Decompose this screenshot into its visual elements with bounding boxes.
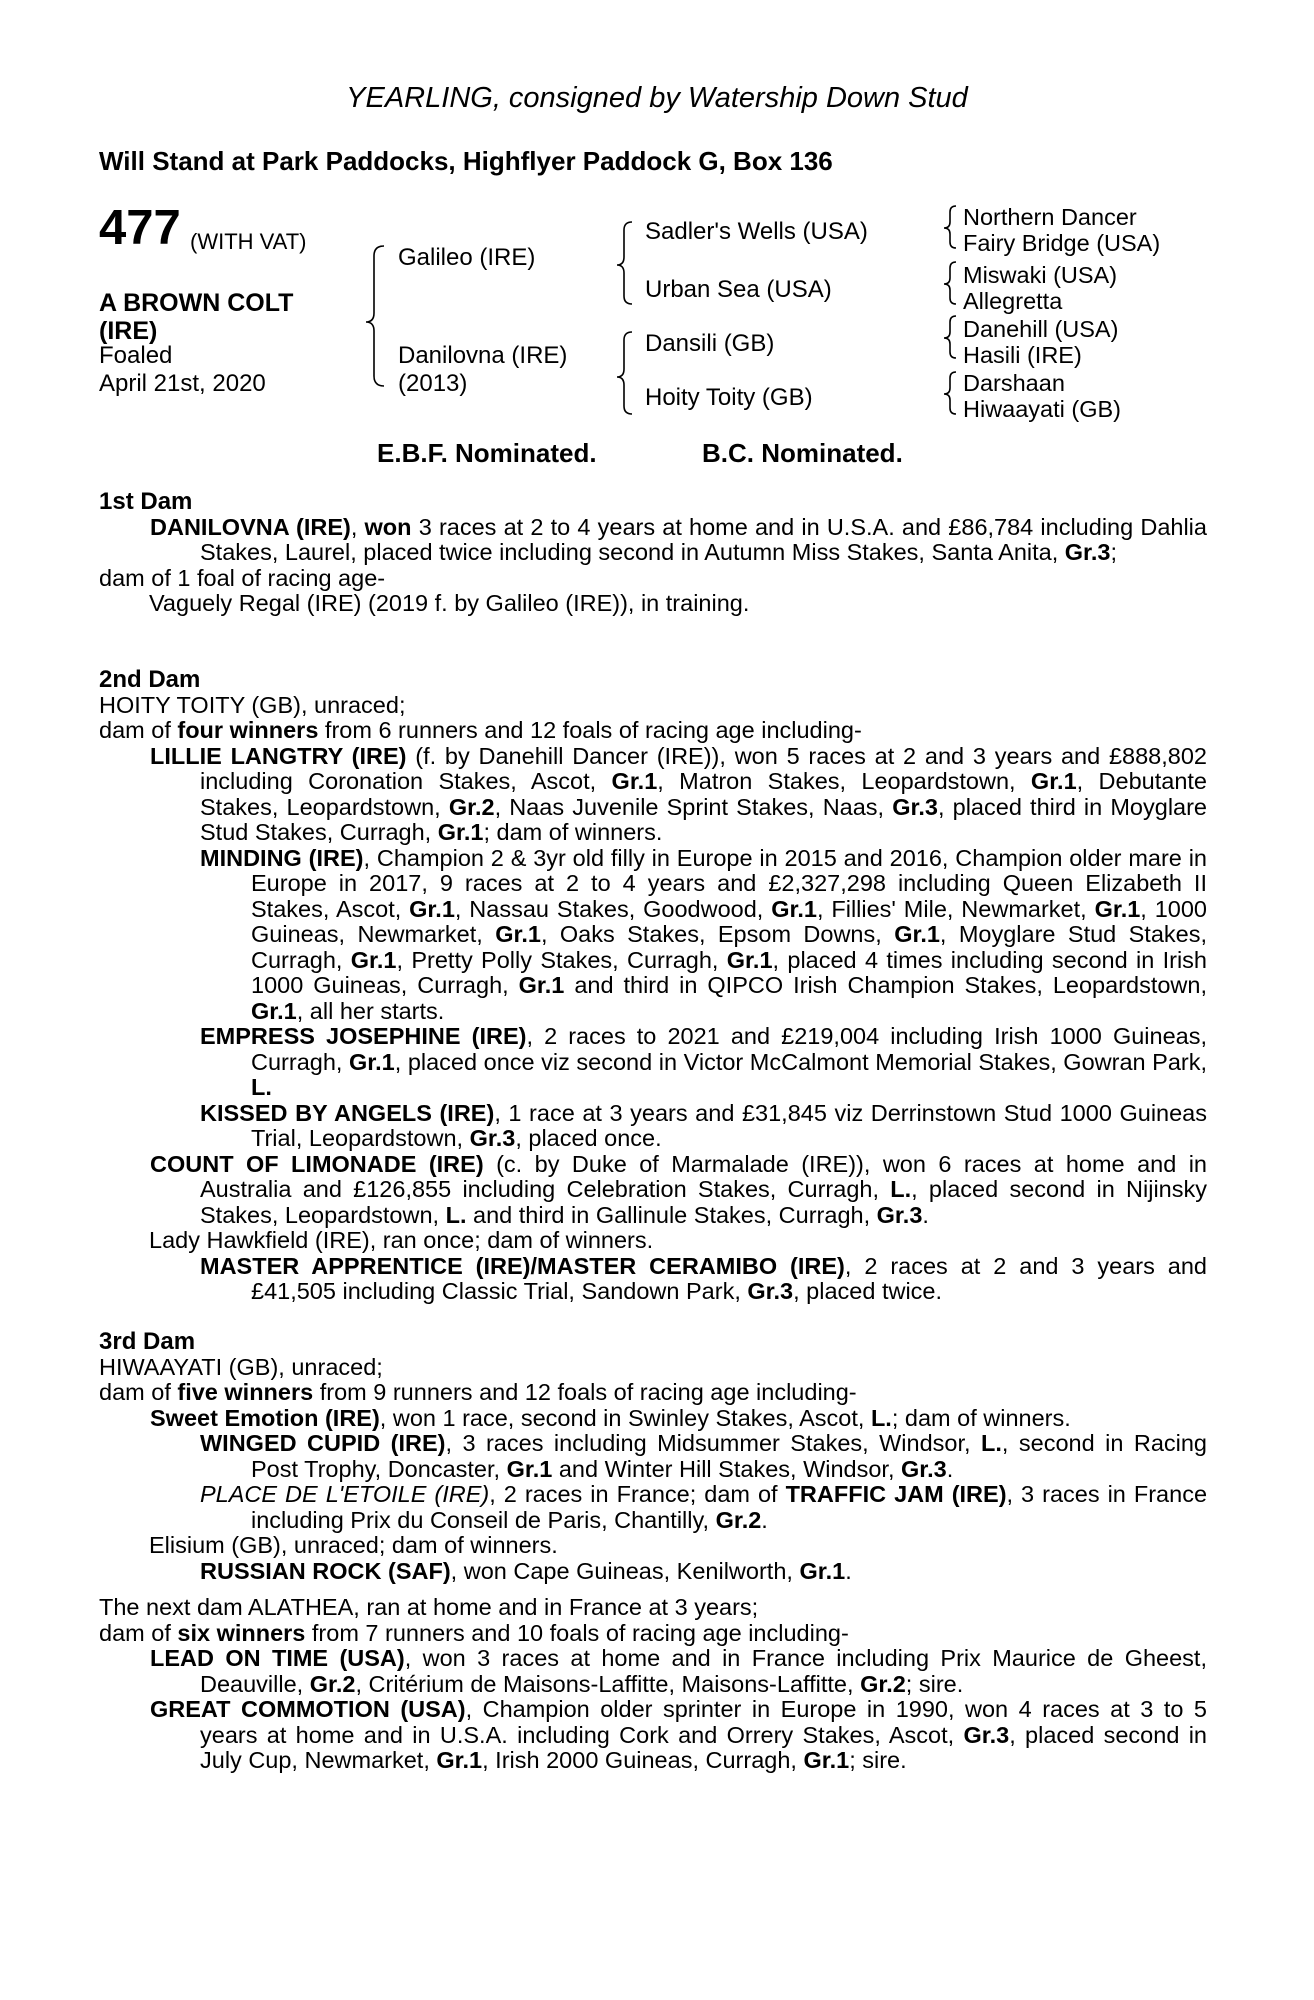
horse-name: DANILOVNA (IRE) — [150, 513, 351, 540]
second-dam-name: HOITY TOITY (GB), unraced; — [99, 691, 406, 718]
first-dam-section — [99, 489, 1207, 617]
progeny-entry: LILLIE LANGTRY (IRE) (f. by Danehill Dancer (IRE)), won 5 races at 2 and 3 years and £888,802 including Coronation Stakes, Ascot, Gr.1, Matron Stakes, Leopardstown, Gr.1, Debutante Stakes, Leopardstown, Gr.2, Naas Juvenile Sprint Stakes, Naas, Gr.3, placed third in Moyglare Stud Stakes, Curragh, Gr.1; dam of winners. — [150, 742, 1207, 845]
progeny-entry: MINDING (IRE), Champion 2 & 3yr old filly in Europe in 2015 and 2016, Champion older mare in Europe in 2017, 9 races at 2 to 4 years and £2,327,298 including Queen Elizabeth II Stakes, Ascot, Gr.1, Nassau Stakes, Goodwood, Gr.1, Fillies' Mile, Newmarket, Gr.1, 1000 Guineas, Newmarket, Gr.1, Oaks Stakes, Epsom Downs, Gr.1, Moyglare Stud Stakes, Curragh, Gr.1, Pretty Polly Stakes, Curragh, Gr.1, placed 4 times including second in Irish 1000 Guineas, Curragh, Gr.1 and third in QIPCO Irish Champion Stakes, Leopardstown, Gr.1, all her starts. — [200, 844, 1208, 1024]
progeny-entry: PLACE DE L'ETOILE (IRE), 2 races in France; dam of TRAFFIC JAM (IRE), 3 races in France including Prix du Conseil de Paris, Chantilly, Gr.2. — [200, 1481, 1208, 1533]
dam-sire-name: Dansili (GB) — [645, 330, 775, 357]
next-dam-intro: The next dam ALATHEA, ran at home and in France at 3 years; — [99, 1594, 759, 1620]
progeny-entry: KISSED BY ANGELS (IRE), 1 race at 3 years and £31,845 viz Derrinstown Stud 1000 Guineas Trial, Leopardstown, Gr.3, placed once. — [200, 1099, 1207, 1151]
horse-name: MINDING (IRE) — [200, 844, 364, 871]
dam-dam-name: Hoity Toity (GB) — [645, 384, 813, 411]
horse-name: PLACE DE L'ETOILE (IRE) — [200, 1481, 490, 1507]
ancestor-6: Hasili (IRE) — [963, 342, 1082, 368]
won-label: won — [364, 513, 412, 540]
second-dam-section — [99, 667, 1207, 1305]
ancestor-5: Danehill (USA) — [963, 316, 1119, 342]
progeny-entry: LEAD ON TIME (USA), won 3 races at home and in France including Prix Maurice de Gheest, Deauville, Gr.2, Critérium de Maisons-Laffitte, Maisons-Laffitte, Gr.2; sire. — [150, 1645, 1207, 1697]
third-dam-section — [99, 1329, 1207, 1584]
sire-dam-name: Urban Sea (USA) — [645, 276, 832, 303]
ancestor-3: Miswaki (USA) — [963, 262, 1118, 288]
progeny-entry: EMPRESS JOSEPHINE (IRE), 2 races to 2021 and £219,004 including Irish 1000 Guineas, Curragh, Gr.1, placed once viz second in Victor McCalmont Memorial Stakes, Gowran Park, L. — [200, 1023, 1207, 1100]
progeny-entry: MASTER APPRENTICE (IRE)/MASTER CERAMIBO (IRE), 2 races at 2 and 3 years and £41,505 including Classic Trial, Sandown Park, Gr.3, placed twice. — [200, 1252, 1207, 1304]
grade-label: Gr.3 — [1064, 539, 1111, 565]
foaled-date: April 21st, 2020 — [99, 370, 266, 397]
horse-name: WINGED CUPID (IRE) — [200, 1430, 446, 1456]
bc-nomination: B.C. Nominated. — [702, 438, 903, 468]
page-title: YEARLING, consigned by Watership Down Stud — [346, 82, 968, 114]
progeny-entry: Vaguely Regal (IRE) (2019 f. by Galileo (IRE)), in training. — [149, 590, 750, 616]
third-dam-heading: 3rd Dam — [99, 1328, 196, 1355]
horse-name: LEAD ON TIME (USA) — [150, 1645, 405, 1671]
horse-description: A BROWN COLT — [99, 289, 294, 317]
winners-line: dam of six winners from 7 runners and 10 foals of racing age including- — [99, 1619, 849, 1646]
horse-name: KISSED BY ANGELS (IRE) — [200, 1099, 495, 1126]
horse-name: EMPRESS JOSEPHINE (IRE) — [200, 1023, 527, 1049]
sire-name: Galileo (IRE) — [398, 244, 536, 271]
first-dam-heading: 1st Dam — [99, 488, 193, 515]
ebf-nomination: E.B.F. Nominated. — [377, 438, 597, 468]
winners-line: dam of five winners from 9 runners and 12 foals of racing age including- — [99, 1379, 857, 1405]
dam-year: (2013) — [398, 370, 468, 397]
location-line: Will Stand at Park Paddocks, Highflyer Paddock G, Box 136 — [99, 146, 833, 176]
progeny-entry: WINGED CUPID (IRE), 3 races including Midsummer Stakes, Windsor, L., second in Racing Post Trophy, Doncaster, Gr.1 and Winter Hill Stakes, Windsor, Gr.3. — [200, 1430, 1207, 1482]
foaled-label: Foaled — [99, 342, 173, 369]
first-dam-entry: DANILOVNA (IRE), won 3 races at 2 to 4 years at home and in U.S.A. and £86,784 including Dahlia Stakes, Laurel, placed twice including second in Autumn Miss Stakes, Santa Anita, Gr.3; — [150, 513, 1207, 565]
horse-name: RUSSIAN ROCK (SAF) — [200, 1557, 451, 1584]
winners-line: dam of four winners from 6 runners and 12 foals of racing age including- — [99, 717, 862, 743]
progeny-entry: Lady Hawkfield (IRE), ran once; dam of winners. — [149, 1227, 654, 1253]
foals-line: dam of 1 foal of racing age- — [99, 564, 386, 591]
progeny-entry: GREAT COMMOTION (USA), Champion older sprinter in Europe in 1990, won 4 races at 3 to 5 years at home and in U.S.A. including Cork and Orrery Stakes, Ascot, Gr.3, placed second in July Cup, Newmarket, Gr.1, Irish 2000 Guineas, Curragh, Gr.1; sire. — [150, 1696, 1207, 1773]
second-dam-heading: 2nd Dam — [99, 666, 201, 693]
sire-sire-name: Sadler's Wells (USA) — [645, 218, 868, 245]
ancestor-8: Hiwaayati (GB) — [963, 396, 1122, 422]
dam-name: Danilovna (IRE) — [398, 342, 568, 369]
horse-name: MASTER APPRENTICE (IRE)/MASTER CERAMIBO (IRE) — [200, 1252, 845, 1279]
lot-number: 477 — [99, 201, 181, 255]
horse-breed: (IRE) — [99, 317, 158, 345]
horse-name: GREAT COMMOTION (USA) — [150, 1696, 466, 1722]
horse-name: COUNT OF LIMONADE (IRE) — [150, 1150, 484, 1177]
ancestor-4: Allegretta — [963, 288, 1063, 314]
progeny-entry: Sweet Emotion (IRE), won 1 race, second in Swinley Stakes, Ascot, L.; dam of winners. — [150, 1404, 1071, 1431]
horse-name: Sweet Emotion (IRE) — [150, 1404, 380, 1431]
ancestor-2: Fairy Bridge (USA) — [963, 230, 1161, 256]
progeny-entry: Elisium (GB), unraced; dam of winners. — [149, 1532, 558, 1558]
progeny-entry: RUSSIAN ROCK (SAF), won Cape Guineas, Kenilworth, Gr.1. — [200, 1557, 852, 1584]
ancestor-7: Darshaan — [963, 370, 1065, 396]
ancestor-1: Northern Dancer — [963, 204, 1137, 230]
vat-note: (WITH VAT) — [190, 229, 307, 254]
progeny-entry: COUNT OF LIMONADE (IRE) (c. by Duke of Marmalade (IRE)), won 6 races at home and in Australia and £126,855 including Celebration Stakes, Curragh, L., placed second in Nijinsky Stakes, Leopardstown, L. and third in Gallinule Stakes, Curragh, Gr.3. — [150, 1150, 1208, 1228]
next-dam-section — [99, 1595, 1207, 1774]
third-dam-name: HIWAAYATI (GB), unraced; — [99, 1353, 383, 1380]
horse-name: LILLIE LANGTRY (IRE) — [150, 742, 407, 769]
